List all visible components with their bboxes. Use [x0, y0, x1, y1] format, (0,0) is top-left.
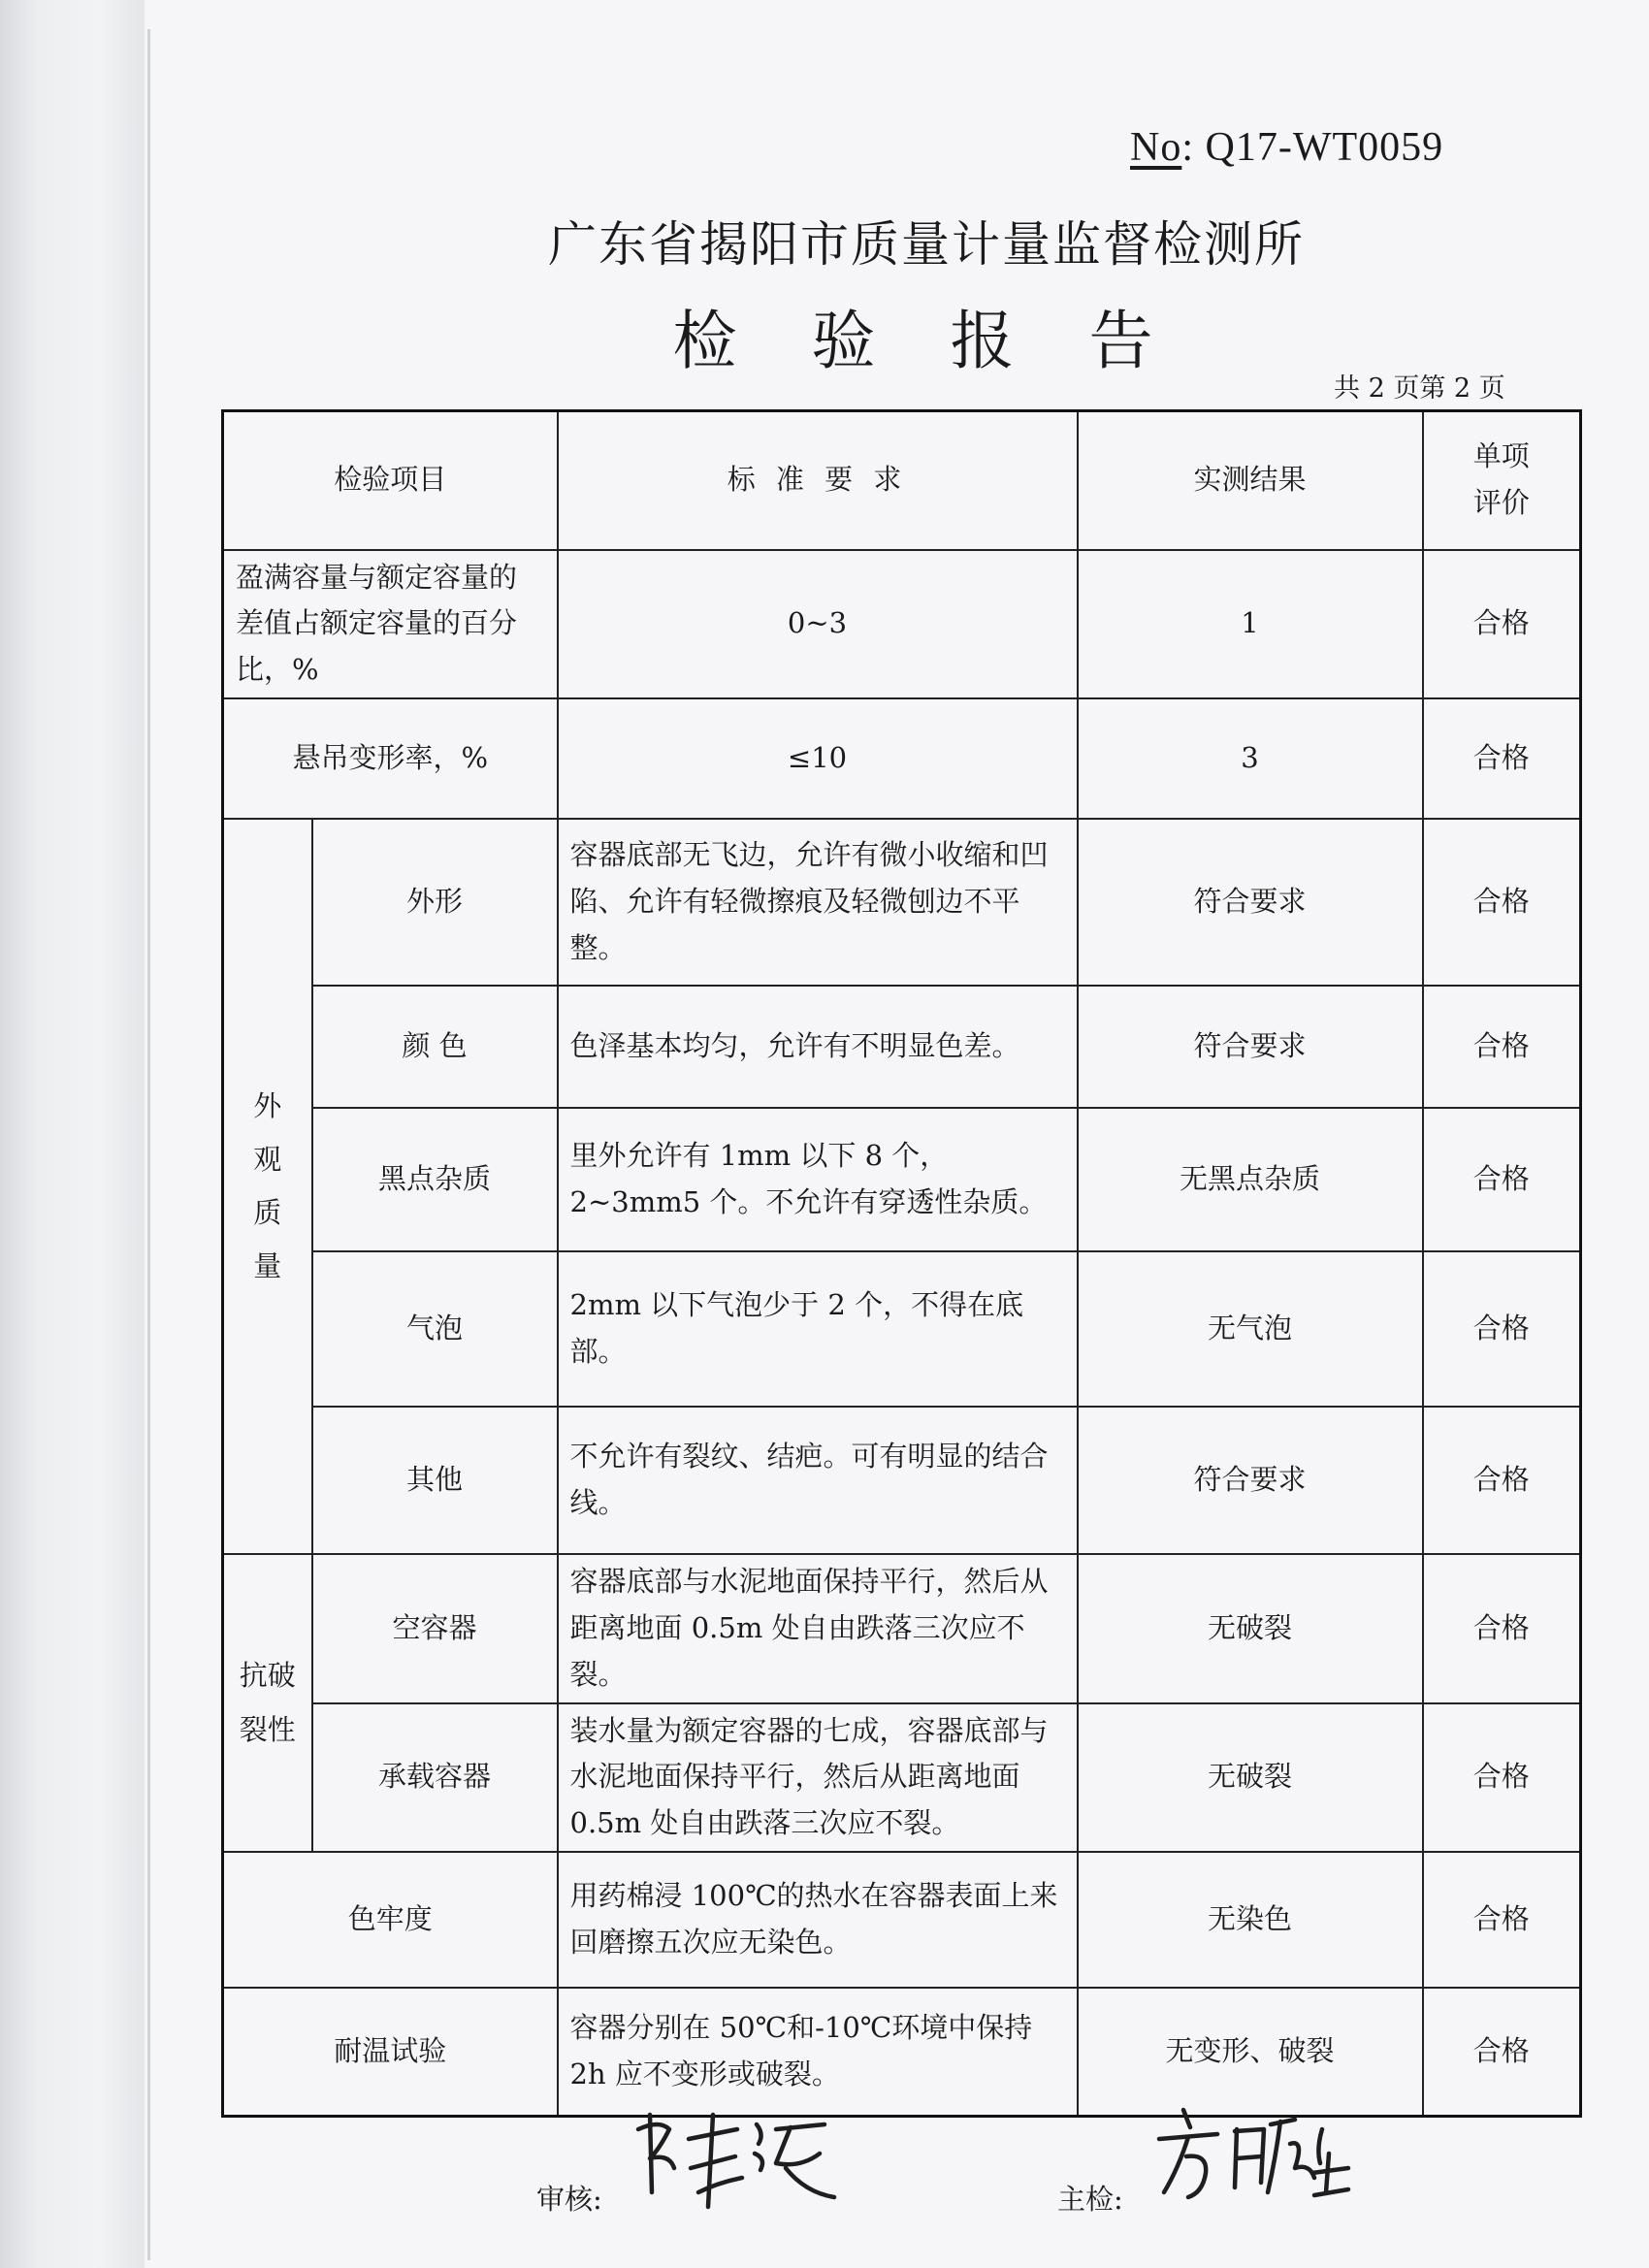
row-result: 符合要求	[1078, 986, 1423, 1108]
row-item: 耐温试验	[223, 1988, 558, 2116]
row-evaluation: 合格	[1423, 698, 1581, 819]
row-evaluation: 合格	[1423, 1108, 1581, 1251]
table-row	[223, 1251, 1581, 1407]
inspector-label: 主检:	[1057, 2183, 1123, 2216]
row-standard: ≤10	[558, 698, 1078, 819]
row-standard: 2mm 以下气泡少于 2 个，不得在底部。	[558, 1251, 1078, 1407]
reviewer-signature	[630, 2100, 844, 2217]
inspector-signature	[1149, 2100, 1353, 2217]
row-result: 无破裂	[1078, 1554, 1423, 1703]
row-result: 无染色	[1078, 1852, 1423, 1988]
row-result: 符合要求	[1078, 819, 1423, 986]
row-result: 无变形、破裂	[1078, 1988, 1423, 2116]
row-evaluation: 合格	[1423, 819, 1581, 986]
row-evaluation: 合格	[1423, 1554, 1581, 1703]
row-item: 色牢度	[223, 1852, 558, 1988]
header-evaluation: 单项 评价	[1423, 411, 1581, 550]
row-result: 无气泡	[1078, 1251, 1423, 1407]
institute-name: 广东省揭阳市质量计量监督检测所	[548, 216, 1305, 273]
row-item: 黑点杂质	[312, 1108, 558, 1251]
row-evaluation: 合格	[1423, 1407, 1581, 1554]
table-row	[223, 819, 1581, 986]
header-item: 检验项目	[223, 411, 558, 550]
reviewer-label: 审核:	[536, 2183, 602, 2216]
table-row	[223, 1407, 1581, 1554]
row-standard: 用药棉浸 100℃的热水在容器表面上来回磨擦五次应无染色。	[558, 1852, 1078, 1988]
signature-row	[0, 2100, 1649, 2246]
row-item: 其他	[312, 1407, 558, 1554]
row-item: 外形	[312, 819, 558, 986]
row-standard: 容器底部与水泥地面保持平行，然后从距离地面 0.5m 处自由跌落三次应不裂。	[558, 1554, 1078, 1703]
row-standard: 容器分别在 50℃和-10℃环境中保持 2h 应不变形或破裂。	[558, 1988, 1078, 2116]
row-standard: 色泽基本均匀，允许有不明显色差。	[558, 986, 1078, 1108]
table-row	[223, 1554, 1581, 1703]
row-evaluation: 合格	[1423, 1988, 1581, 2116]
table-row	[223, 986, 1581, 1108]
table-header-row	[223, 411, 1581, 550]
row-standard: 里外允许有 1mm 以下 8 个，2~3mm5 个。不允许有穿透性杂质。	[558, 1108, 1078, 1251]
row-standard: 装水量为额定容器的七成，容器底部与水泥地面保持平行，然后从距离地面 0.5m 处自由跌落三次应不裂。	[558, 1703, 1078, 1853]
report-title: 检 验 报 告	[672, 304, 1180, 378]
row-evaluation: 合格	[1423, 1852, 1581, 1988]
row-standard: 0~3	[558, 550, 1078, 699]
row-result: 符合要求	[1078, 1407, 1423, 1554]
header-standard: 标 准 要 求	[558, 411, 1078, 550]
table-row	[223, 1852, 1581, 1988]
row-result: 无黑点杂质	[1078, 1108, 1423, 1251]
report-number-value: Q17-WT0059	[1205, 125, 1444, 170]
report-number-prefix: No	[1130, 125, 1182, 170]
row-evaluation: 合格	[1423, 986, 1581, 1108]
row-result: 3	[1078, 698, 1423, 819]
report-number	[1130, 124, 1443, 171]
row-item: 颜 色	[312, 986, 558, 1108]
row-result: 1	[1078, 550, 1423, 699]
row-item: 盈满容量与额定容量的差值占额定容量的百分比，%	[223, 550, 558, 699]
row-evaluation: 合格	[1423, 550, 1581, 699]
page-info: 共 2 页第 2 页	[1334, 373, 1505, 404]
table-row	[223, 1108, 1581, 1251]
table-row	[223, 550, 1581, 699]
table-row	[223, 698, 1581, 819]
row-item: 承载容器	[312, 1703, 558, 1853]
row-standard: 容器底部无飞边，允许有微小收缩和凹陷、允许有轻微擦痕及轻微刨边不平整。	[558, 819, 1078, 986]
row-item: 气泡	[312, 1251, 558, 1407]
table-row	[223, 1988, 1581, 2116]
category-fracture-resistance: 抗破 裂性	[223, 1554, 312, 1852]
row-standard: 不允许有裂纹、结疤。可有明显的结合线。	[558, 1407, 1078, 1554]
row-evaluation: 合格	[1423, 1251, 1581, 1407]
row-item: 悬吊变形率，%	[223, 698, 558, 819]
header-result: 实测结果	[1078, 411, 1423, 550]
report-number-separator: :	[1181, 125, 1195, 170]
row-result: 无破裂	[1078, 1703, 1423, 1853]
row-item: 空容器	[312, 1554, 558, 1703]
table-row	[223, 1703, 1581, 1853]
category-appearance: 外 观 质 量	[223, 819, 312, 1554]
row-evaluation: 合格	[1423, 1703, 1581, 1853]
inspection-table	[221, 409, 1582, 2118]
